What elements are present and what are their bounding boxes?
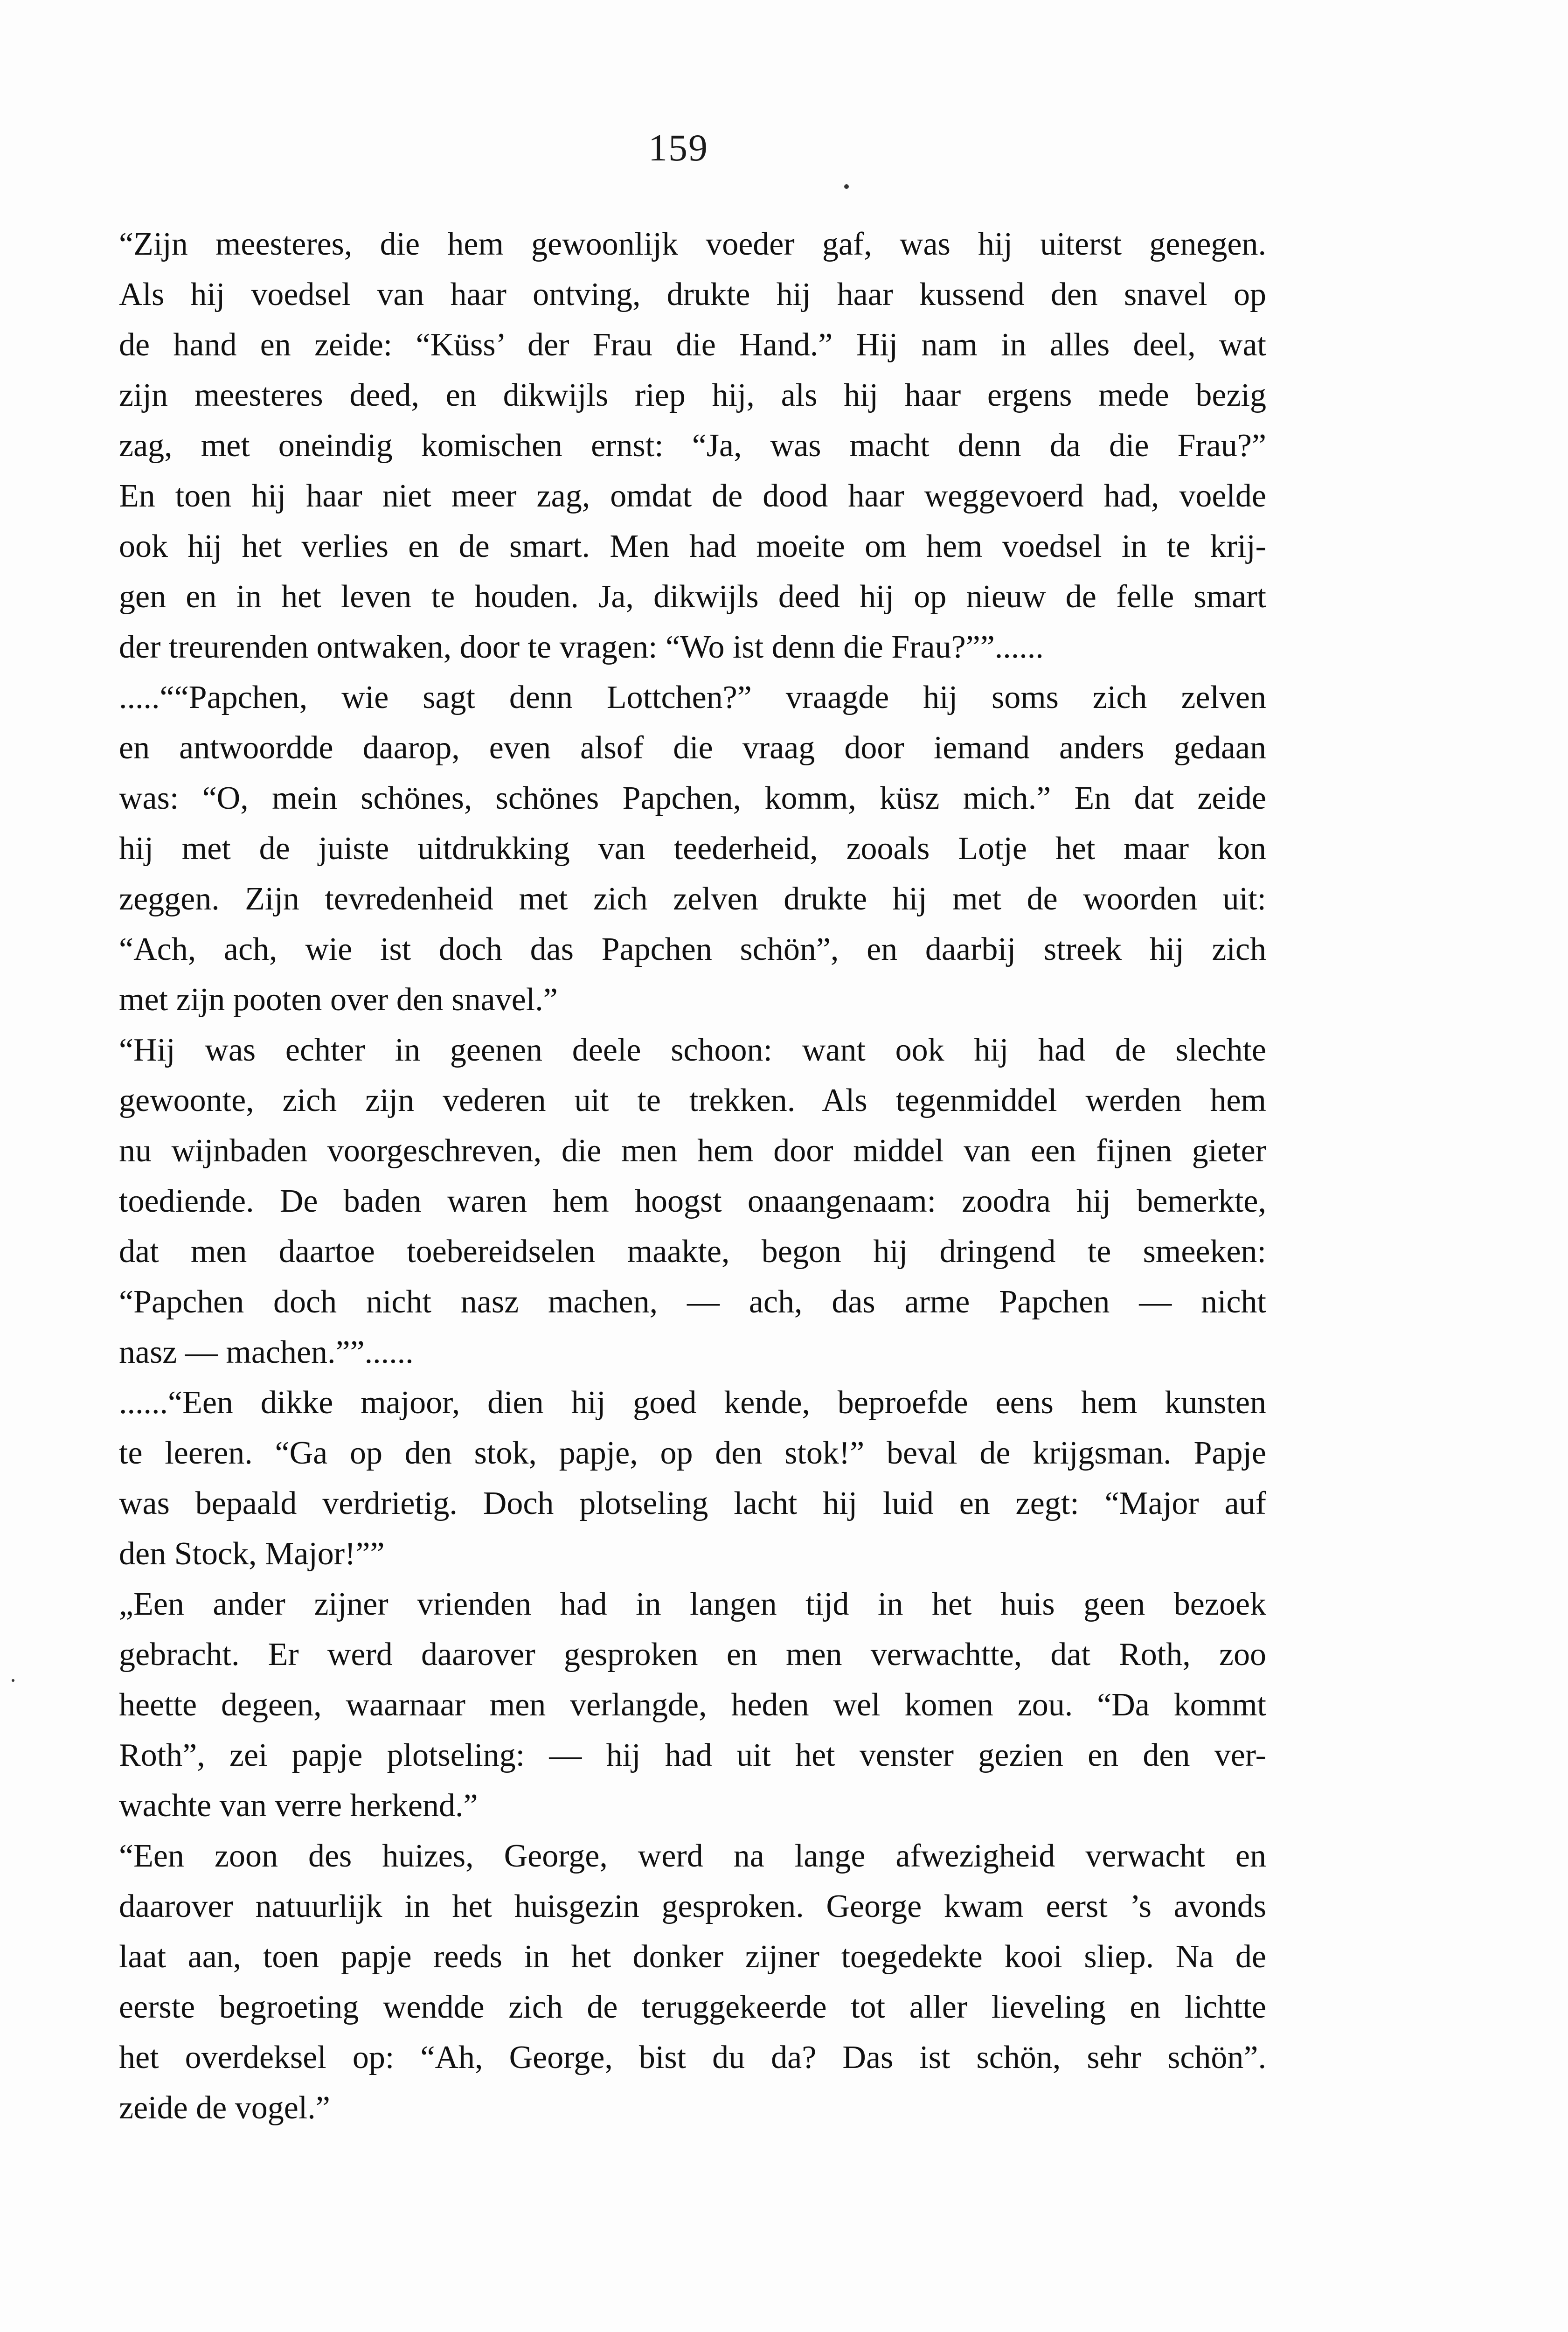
text-line: hij met de juiste uitdrukking van teederheid, zooals Lotje het maar kon xyxy=(119,831,1266,867)
text-line: en antwoordde daarop, even alsof die vraag door iemand anders gedaan xyxy=(119,730,1266,766)
text-line: zag, met oneindig komischen ernst: “Ja, was macht denn da die Frau?” xyxy=(119,428,1266,464)
text-line: dat men daartoe toebereidselen maakte, begon hij dringend te smeeken: xyxy=(119,1234,1266,1270)
text-line: zeggen. Zijn tevredenheid met zich zelven drukte hij met de woorden uit: xyxy=(119,881,1266,917)
text-line: .....““Papchen, wie sagt denn Lottchen?” vraagde hij soms zich zelven xyxy=(119,680,1266,715)
text-line: „Een ander zijner vrienden had in langen tijd in het huis geen bezoek xyxy=(119,1586,1266,1622)
scan-speck xyxy=(12,1679,14,1682)
text-line: den Stock, Major!”” xyxy=(119,1536,385,1572)
page-number: 159 xyxy=(648,126,708,169)
text-line: gen en in het leven te houden. Ja, dikwijls deed hij op nieuw de felle smart xyxy=(119,579,1266,615)
text-line: “Hij was echter in geenen deele schoon: want ook hij had de slechte xyxy=(119,1032,1266,1068)
text-line: der treurenden ontwaken, door te vragen: “Wo ist denn die Frau?””...... xyxy=(119,629,1044,665)
text-line: was: “O, mein schönes, schönes Papchen, komm, küsz mich.” En dat zeide xyxy=(119,780,1266,816)
body-text xyxy=(119,219,1266,2133)
text-line: zijn meesteres deed, en dikwijls riep hij, als hij haar ergens mede bezig xyxy=(119,377,1266,413)
text-line: zeide de vogel.” xyxy=(119,2090,330,2126)
text-line: gebracht. Er werd daarover gesproken en men verwachtte, dat Roth, zoo xyxy=(119,1637,1266,1673)
text-line: het overdeksel op: “Ah, George, bist du da? Das ist schön, sehr schön”. xyxy=(119,2040,1266,2075)
text-line: was bepaald verdrietig. Doch plotseling lacht hij luid en zegt: “Major auf xyxy=(119,1485,1266,1521)
text-line: “Een zoon des huizes, George, werd na lange afwezigheid verwacht en xyxy=(119,1838,1266,1874)
text-line: Roth”, zei papje plotseling: — hij had uit het venster gezien en den ver- xyxy=(119,1737,1266,1773)
text-line: toediende. De baden waren hem hoogst onaangenaam: zoodra hij bemerkte, xyxy=(119,1183,1266,1219)
text-line: ......“Een dikke majoor, dien hij goed kende, beproefde eens hem kunsten xyxy=(119,1385,1266,1421)
text-line: En toen hij haar niet meer zag, omdat de dood haar weggevoerd had, voelde xyxy=(119,478,1266,514)
text-line: eerste begroeting wendde zich de teruggekeerde tot aller lieveling en lichtte xyxy=(119,1989,1266,2025)
text-line: nu wijnbaden voorgeschreven, die men hem door middel van een fijnen gieter xyxy=(119,1133,1266,1169)
text-line: “Ach, ach, wie ist doch das Papchen schön”, en daarbij streek hij zich xyxy=(119,931,1266,967)
text-line: te leeren. “Ga op den stok, papje, op den stok!” beval de krijgsman. Papje xyxy=(119,1435,1266,1471)
text-line: ook hij het verlies en de smart. Men had moeite om hem voedsel in te krij- xyxy=(119,528,1266,564)
text-line: gewoonte, zich zijn vederen uit te trekken. Als tegenmiddel werden hem xyxy=(119,1083,1266,1118)
text-line: Als hij voedsel van haar ontving, drukte hij haar kussend den snavel op xyxy=(119,277,1266,312)
text-line: heette degeen, waarnaar men verlangde, heden wel komen zou. “Da kommt xyxy=(119,1687,1266,1723)
text-line: laat aan, toen papje reeds in het donker zijner toegedekte kooi sliep. Na de xyxy=(119,1939,1266,1975)
text-line: wachte van verre herkend.” xyxy=(119,1788,478,1824)
scan-speck xyxy=(844,184,849,189)
text-line: “Zijn meesteres, die hem gewoonlijk voeder gaf, was hij uiterst genegen. xyxy=(119,226,1266,262)
text-line: “Papchen doch nicht nasz machen, — ach, das arme Papchen — nicht xyxy=(119,1284,1266,1320)
text-line: met zijn pooten over den snavel.” xyxy=(119,982,558,1018)
text-line: de hand en zeide: “Küss’ der Frau die Hand.” Hij nam in alles deel, wat xyxy=(119,327,1266,363)
text-line: nasz — machen.””...... xyxy=(119,1334,414,1370)
text-line: daarover natuurlijk in het huisgezin gesproken. George kwam eerst ’s avonds xyxy=(119,1888,1266,1924)
